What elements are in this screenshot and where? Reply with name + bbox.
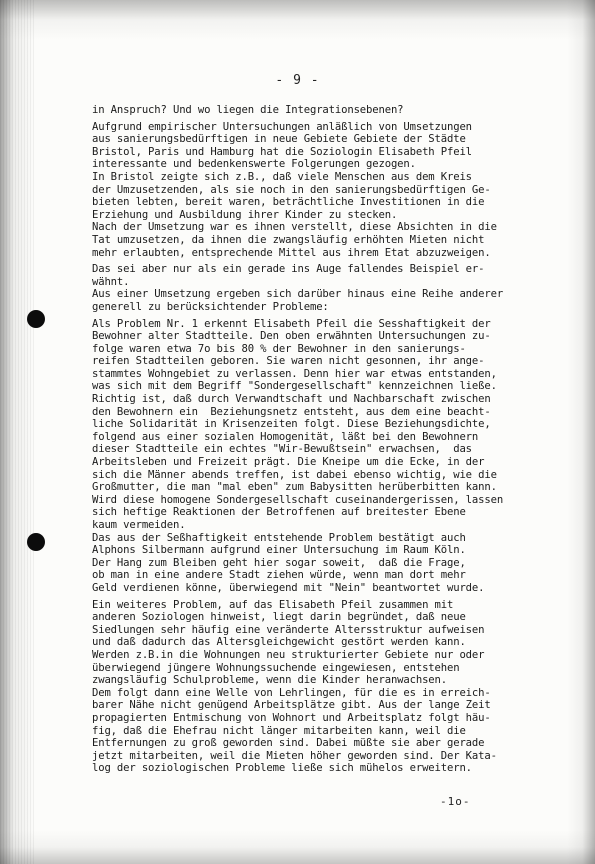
text-line: wähnt. [92, 275, 130, 288]
text-line: Arbeitsleben und Freizeit prägt. Die Kneipe um die Ecke, in der [92, 456, 485, 469]
text-line: den Bewohnern ein Beziehungsnetz entsteht, aus dem eine beacht- [92, 405, 491, 418]
text-line: Wird diese homogene Sondergesellschaft cuseinandergerissen, lassen [92, 493, 504, 506]
text-line: Bristol, Paris und Hamburg hat die Soziologin Elisabeth Pfeil [92, 145, 472, 158]
text-line: zwangsläufig Schulprobleme, wenn die Kinder heranwachsen. [92, 674, 447, 687]
text-line: jetzt mitarbeiten, weil die Mieten höher geworden sind. Der Kata- [92, 749, 497, 762]
text-line: stammtes Wohngebiet zu verlassen. Denn hier war etwas entstanden, [92, 367, 497, 380]
punch-hole-bottom [27, 533, 45, 551]
punch-hole-top [27, 310, 45, 328]
text-line: Erziehung und Ausbildung ihrer Kinder zu stecken. [92, 208, 398, 221]
scan-shadow-top [0, 0, 595, 40]
text-line: Aufgrund empirischer Untersuchungen anläßlich von Umsetzungen [92, 120, 472, 133]
text-line: Der Hang zum Bleiben geht hier sogar soweit, daß die Frage, [92, 556, 466, 569]
text-line: Dem folgt dann eine Welle von Lehrlingen, für die es in erreich- [92, 686, 491, 699]
text-line: Bewohner alter Stadtteile. Den oben erwähnten Untersuchungen zu- [92, 330, 491, 343]
text-line: fig, daß die Ehefrau nicht länger mitarbeiten kann, weil die [92, 724, 466, 737]
text-line: bieten lebten, bereit waren, beträchtliche Investitionen in die [92, 196, 485, 209]
next-page-marker: -1o- [440, 795, 471, 808]
scan-shadow-left [0, 0, 34, 864]
body-text [92, 104, 562, 775]
text-line: Richtig ist, daß durch Verwandtschaft und Nachbarschaft zwischen [92, 393, 491, 406]
text-line: in Anspruch? Und wo liegen die Integrationsebenen? [92, 104, 404, 116]
text-line: Ein weiteres Problem, auf das Elisabeth Pfeil zusammen mit [92, 598, 454, 611]
text-line: Werden z.B.in die Wohnungen neu strukturierter Gebiete nur oder [92, 648, 485, 661]
text-line: propagierten Entmischung von Wohnort und Arbeitsplatz folgt häu- [92, 711, 491, 724]
text-line: interessante und bedenkenswerte Folgerungen gezogen. [92, 158, 416, 171]
text-line: Aus einer Umsetzung ergeben sich darüber hinaus eine Reihe anderer [92, 288, 504, 301]
text-line: liche Solidarität in Krisenzeiten folgt. Diese Beziehungsdichte, [92, 418, 491, 431]
text-line: Siedlungen sehr häufig eine veränderte Altersstruktur aufweisen [92, 623, 485, 636]
text-line: folge waren etwa 7o bis 80 % der Bewohner in den sanierungs- [92, 342, 466, 355]
text-line: mehr erlaubten, entsprechende Mittel aus ihrem Etat abzuzweigen. [92, 246, 491, 259]
text-line: Großmutter, die man "mal eben" zum Babysitten herüberbitten kann. [92, 481, 497, 494]
text-line: und daß dadurch das Altersgleichgewicht gestört werden kann. [92, 636, 466, 649]
text-line: Entfernungen zu groß geworden sind. Dabei müßte sie aber gerade [92, 737, 485, 750]
text-line: Geld verdienen könne, überwiegend mit "Nein" beantwortet wurde. [92, 581, 485, 594]
text-line: dieser Stadtteile ein echtes "Wir-Bewußtsein" erwachsen, das [92, 443, 472, 456]
text-line: Als Problem Nr. 1 erkennt Elisabeth Pfeil die Sesshaftigkeit der [92, 317, 491, 330]
text-line: sich die Männer abends treffen, ist dabei ebenso wichtig, wie die [92, 468, 497, 481]
text-line: überwiegend jüngere Wohnungssuchende eingewiesen, entstehen [92, 661, 460, 674]
text-line: Nach der Umsetzung war es ihnen verstellt, diese Absichten in die [92, 221, 497, 234]
text-line: reifen Stadtteilen geboren. Sie waren nicht gesonnen, ihr ange- [92, 355, 485, 368]
text-line: kaum vermeiden. [92, 519, 186, 531]
text-line: Das sei aber nur als ein gerade ins Auge fallendes Beispiel er- [92, 263, 485, 276]
text-line: sich heftige Reaktionen der Betroffenen auf breitester Ebene [92, 506, 466, 519]
text-line: generell zu berücksichtender Probleme: [92, 300, 329, 313]
scan-shadow-right [567, 0, 595, 864]
text-line: anderen Soziologen hinweist, liegt darin begründet, daß neue [92, 611, 466, 624]
text-line: Alphons Silbermann aufgrund einer Untersuchung im Raum Köln. [92, 544, 466, 557]
scan-shadow-bottom [0, 830, 595, 864]
text-line: der Umzusetzenden, als sie noch in den sanierungsbedürftigen Ge- [92, 183, 491, 196]
text-line: Das aus der Seßhaftigkeit entstehende Problem bestätigt auch [92, 531, 466, 544]
text-line: folgend aus einer sozialen Homogenität, läßt bei den Bewohnern [92, 430, 479, 443]
text-line: aus sanierungsbedürftigen in neue Gebiete Gebiete der Städte [92, 133, 466, 146]
text-line: barer Nähe nicht genügend Arbeitsplätze gibt. Aus der lange Zeit [92, 699, 491, 712]
text-line: ob man in eine andere Stadt ziehen würde, wenn man dort mehr [92, 569, 466, 582]
text-line: log der soziologischen Probleme ließe sich mühelos erweitern. [92, 762, 472, 775]
text-line: Tat umzusetzen, da ihnen die zwangsläufig erhöhten Mieten nicht [92, 233, 485, 246]
text-line: was sich mit dem Begriff "Sondergesellschaft" kennzeichnen ließe. [92, 380, 497, 393]
page-number: - 9 - [275, 73, 320, 88]
text-line: In Bristol zeigte sich z.B., daß viele Menschen aus dem Kreis [92, 170, 472, 183]
